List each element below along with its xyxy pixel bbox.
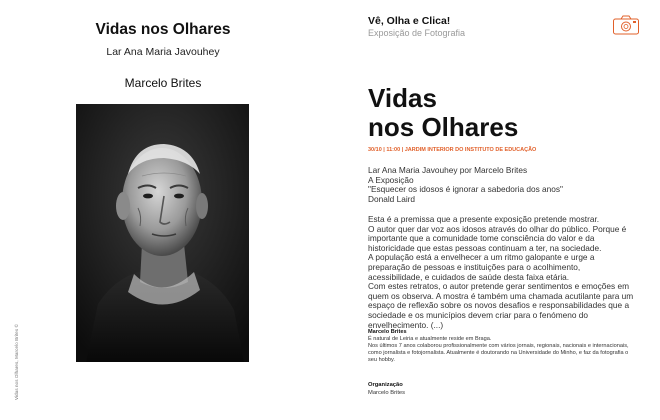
organization (368, 382, 405, 397)
bio-line: Nos últimos 7 anos colaborou profissionalmente com vários jornais, regionais, nacionais e internacionais, como jornalista e fotojornalista. Atualmente é doutorando na Universidade do Minho, e faz da fotografia o seu hobby. (368, 343, 629, 363)
body-paragraph: O autor quer dar voz aos idosos através do olhar do público. Porque é importante que a comunidade tome consciência do valor e da historicidade que estas pessoas continuam a ter, na sociedade. (368, 223, 627, 253)
brand-name: Vê, Olha e Clica! (368, 15, 451, 27)
organization-label: Organização (368, 382, 403, 388)
body-paragraph: Com estes retratos, o autor pretende gerar sentimentos e emoções em quem os observa. A mostra é também uma chamada acutilante para um espaço de reflexão sobre os novos desafios e responsabilidades que a sociedade e os municípios devem criar para o fenómeno do envelhecimento. (...) (368, 281, 634, 330)
intro-block (368, 166, 634, 204)
left-title: Vidas nos Olhares (95, 21, 231, 38)
body-text (368, 215, 634, 330)
main-title-line1: Vidas (368, 83, 437, 113)
event-details: 30/10 | 11:00 | JARDIM INTERIOR DO INSTITUTO DE EDUCAÇÃO (368, 147, 537, 153)
intro-quote-author: Donald Laird (368, 193, 416, 204)
left-author: Marcelo Brites (124, 76, 202, 90)
intro-line: Lar Ana Maria Javouhey por Marcelo Brites (368, 165, 528, 175)
brand-tagline: Exposição de Fotografia (368, 28, 466, 38)
left-subtitle: Lar Ana Maria Javouhey (106, 46, 220, 58)
camera-icon (612, 14, 640, 36)
portrait-photo-illustration (76, 104, 249, 362)
organization-value: Marcelo Brites (368, 389, 406, 396)
intro-quote: "Esquecer os idosos é ignorar a sabedoria dos anos" (368, 184, 563, 195)
main-title-line2: nos Olhares (368, 112, 519, 142)
author-bio (368, 329, 638, 364)
bio-name: Marcelo Brites (368, 329, 407, 335)
bio-line: É natural de Leiria e atualmente reside em Braga. (368, 336, 492, 342)
body-paragraph: A população está a envelhecer a um ritmo galopante e urge a preparação de pessoas e instituições para o acolhimento, acessibilidade, e cuidados de saúde desta faixa etária. (368, 252, 595, 282)
main-title (368, 84, 628, 142)
intro-line: A Exposição (368, 174, 414, 185)
body-paragraph: Esta é a premissa que a presente exposição pretende mostrar. (368, 214, 600, 224)
side-credit: Vidas nos Olhares, Marcelo Brites © (14, 323, 19, 400)
portrait-photo (76, 104, 249, 362)
